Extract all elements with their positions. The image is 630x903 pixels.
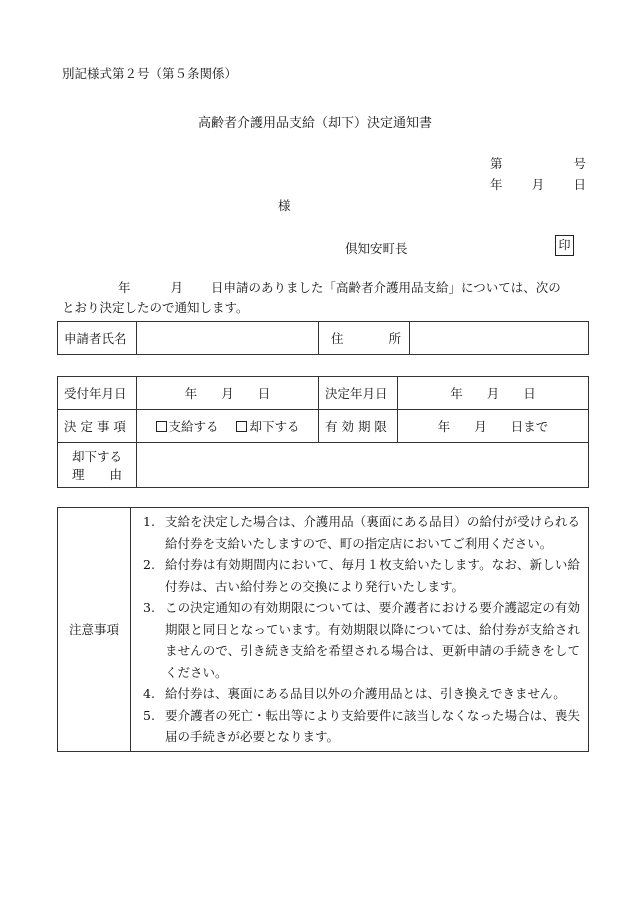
notes-label: 注意事項 bbox=[58, 508, 131, 752]
reason-label-a: 理 bbox=[72, 467, 85, 482]
received-year: 年 bbox=[184, 386, 198, 401]
option-grant[interactable] bbox=[156, 419, 219, 434]
intro-text-1: 日申請のありました「高齢者介護用品支給」については、次の bbox=[211, 280, 561, 295]
number-dai: 第 bbox=[490, 156, 503, 171]
intro-year: 年 bbox=[118, 280, 131, 295]
document-number-row bbox=[490, 154, 586, 172]
document-date-row bbox=[490, 175, 586, 193]
note-text: この決定通知の有効期限については、要介護者における要介護認定の有効期限と同日となっています。有効期限以降については、給付券が支給されませんので、引き続き支給を希望される場合は、更新申請の手続きをしてください。 bbox=[165, 600, 580, 680]
received-date-label: 受付年月日 bbox=[58, 377, 137, 410]
document-title: 高齢者介護用品支給（却下）決定通知書 bbox=[197, 116, 432, 131]
validity-label: 有 効 期 限 bbox=[319, 410, 398, 443]
note-text: 給付券は有効期間内において、毎月１枚支給いたします。なお、新しい給付券は、古い給付券との交換により発行いたします。 bbox=[165, 557, 580, 594]
note-number: 5. bbox=[143, 707, 155, 723]
note-number: 4. bbox=[143, 686, 155, 701]
note-number: 1. bbox=[143, 514, 155, 529]
validity-field[interactable] bbox=[398, 410, 589, 443]
grant-checkbox[interactable] bbox=[156, 421, 167, 432]
notes-table bbox=[57, 507, 589, 752]
received-date-field[interactable] bbox=[137, 377, 319, 410]
decided-month: 月 bbox=[486, 386, 500, 401]
reason-field[interactable] bbox=[137, 443, 589, 488]
intro-month: 月 bbox=[170, 280, 184, 295]
decision-options bbox=[137, 410, 319, 443]
reject-label: 却下する bbox=[249, 419, 300, 434]
decided-date-field[interactable] bbox=[398, 377, 589, 410]
decided-day: 日 bbox=[523, 386, 536, 401]
decided-year: 年 bbox=[450, 386, 463, 401]
address-label bbox=[319, 322, 410, 355]
note-number: 3. bbox=[143, 600, 155, 615]
intro-text-2: とおり決定したので通知します。 bbox=[62, 300, 249, 315]
validity-year: 年 bbox=[437, 419, 451, 434]
issuer-name: 倶知安町長 bbox=[345, 241, 408, 256]
validity-until: 日まで bbox=[510, 419, 549, 434]
note-text: 要介護者の死亡・転出等により支給要件に該当しなくなった場合は、喪失届の手続きが必要となります。 bbox=[165, 707, 580, 744]
reject-checkbox[interactable] bbox=[236, 421, 247, 432]
address-label-b: 所 bbox=[388, 331, 401, 346]
option-reject[interactable] bbox=[236, 419, 299, 434]
reason-label-line1: 却下する bbox=[71, 449, 122, 464]
number-go: 号 bbox=[573, 156, 586, 171]
note-item bbox=[139, 554, 580, 597]
reason-label-b: 由 bbox=[109, 467, 122, 482]
note-item bbox=[139, 597, 580, 683]
reason-label bbox=[58, 443, 137, 488]
form-label: 別記様式第２号（第５条関係） bbox=[62, 66, 238, 81]
note-item bbox=[139, 511, 580, 554]
applicant-name-label: 申請者氏名 bbox=[58, 322, 137, 355]
address-field[interactable] bbox=[410, 322, 589, 355]
applicant-table bbox=[57, 321, 589, 355]
applicant-name-field[interactable] bbox=[137, 322, 319, 355]
intro-paragraph bbox=[62, 278, 582, 318]
address-label-a: 住 bbox=[331, 331, 344, 346]
note-text: 支給を決定した場合は、介護用品（裏面にある品目）の給付が受けられる給付券を支給いたしますので、町の指定店においてご利用ください。 bbox=[165, 514, 580, 551]
note-number: 2. bbox=[143, 557, 155, 572]
note-item bbox=[139, 705, 580, 748]
recipient-honorific: 様 bbox=[278, 198, 291, 213]
received-day: 日 bbox=[257, 386, 271, 401]
grant-label: 支給する bbox=[168, 419, 219, 434]
date-day: 日 bbox=[573, 177, 586, 192]
decided-date-label: 決定年月日 bbox=[319, 377, 398, 410]
seal-box: 印 bbox=[555, 235, 574, 256]
decision-table bbox=[57, 376, 589, 488]
notes-content bbox=[131, 508, 589, 752]
date-month: 月 bbox=[531, 177, 545, 192]
received-month: 月 bbox=[221, 386, 234, 401]
note-text: 給付券は、裏面にある品目以外の介護用品とは、引き換えできません。 bbox=[165, 686, 566, 701]
date-year: 年 bbox=[490, 177, 503, 192]
note-item bbox=[139, 683, 580, 705]
decision-label: 決 定 事 項 bbox=[58, 410, 137, 443]
validity-month: 月 bbox=[474, 419, 487, 434]
